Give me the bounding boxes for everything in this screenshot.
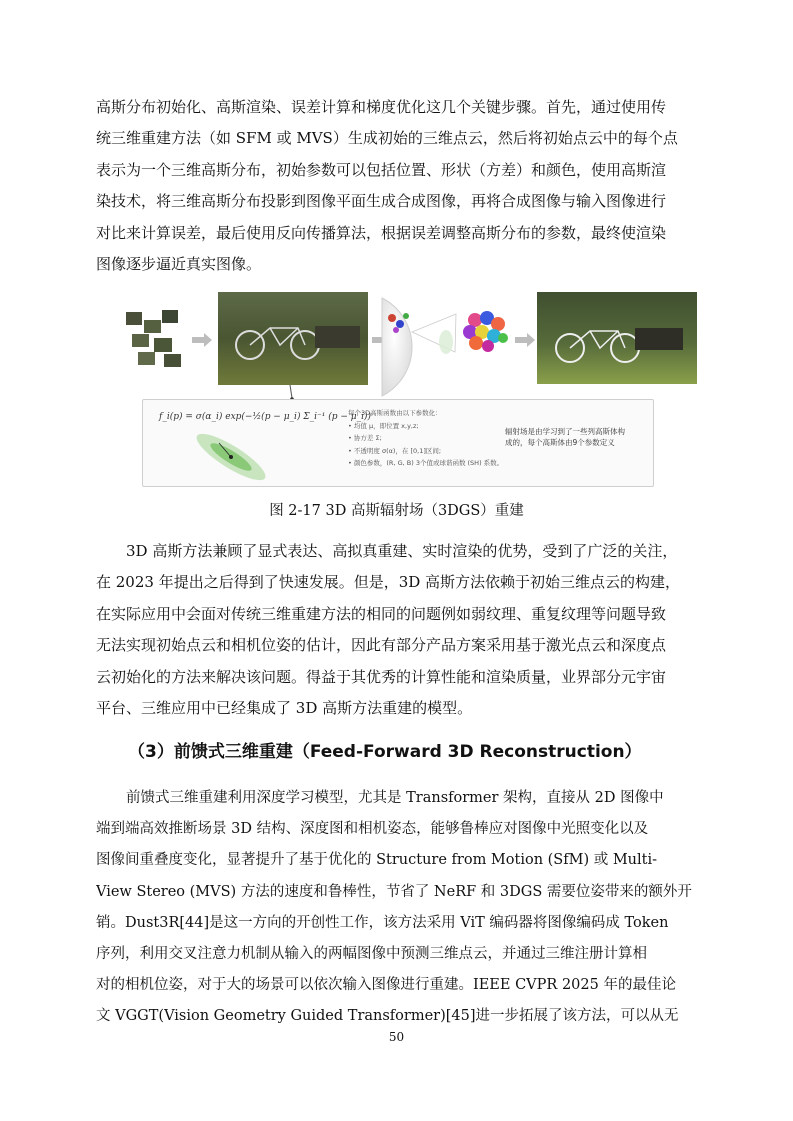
arrow-right-icon xyxy=(515,333,535,347)
parameter-list-item: • 协方差 Σ; xyxy=(348,434,382,442)
parameter-list-item: 每个3D高斯函数由以下参数化： xyxy=(348,409,442,417)
text-line: 端到端高效推断场景 3D 结构、深度图和相机姿态，能够鲁棒应对图像中光照变化以及 xyxy=(96,821,649,838)
gaussian-parameter-panel xyxy=(142,399,654,487)
text-line: 前馈式三维重建利用深度学习模型，尤其是 Transformer 架构，直接从 2D 图像中 xyxy=(126,790,664,806)
text-line: 云初始化的方法来解决该问题。得益于其优秀的计算性能和渲染质量，业界部分元宇宙 xyxy=(96,667,667,686)
note-line: 成的，每个高斯体由9个参数定义 xyxy=(505,438,615,447)
parameter-list-item: • 颜色参数，(R, G, B) 3个值或球谐函数 (SH) 系数。 xyxy=(348,459,504,467)
parameter-list-item: • 不透明度 σ(α)，在 [0,1]区间; xyxy=(348,446,442,455)
page-number: 50 xyxy=(388,1030,405,1044)
input-images-thumbnails xyxy=(126,310,181,367)
paragraph-feed-forward xyxy=(96,783,698,1033)
text-line: 高斯分布初始化、高斯渲染、误差计算和梯度优化这几个关键步骤。首先，通过使用传 xyxy=(96,98,667,116)
figure-caption: 图 2-17 3D 高斯辐射场（3DGS）重建 xyxy=(269,503,524,519)
text-line: 3D 高斯方法兼顾了显式表达、高拟真重建、实时渲染的优势，受到了广泛的关注， xyxy=(126,542,678,560)
parameter-list xyxy=(348,407,503,470)
figure-pipeline-illustration xyxy=(120,290,702,400)
gaussian-projection-sphere xyxy=(382,298,456,396)
point-cloud-render xyxy=(218,292,368,385)
note-line: 辐射场是由学习到了一些列高斯体构 xyxy=(505,427,625,436)
text-line: 销。Dust3R[44]是这一方向的开创性工作，该方法采用 ViT 编码器将图像编码成 Token xyxy=(96,914,669,931)
text-line: 对比来计算误差，最后使用反向传播算法，根据误差调整高斯分布的参数，最终使渲染 xyxy=(96,223,667,242)
figure-3dgs xyxy=(120,290,702,485)
text-line: 无法实现初始点云和相机位姿的估计，因此有部分产品方案采用基于激光点云和深度点 xyxy=(96,636,667,655)
pointer-line xyxy=(290,385,292,398)
gaussian-ellipse-illustration xyxy=(183,430,273,482)
radiance-field-note xyxy=(505,426,625,448)
text-line: 图像间重叠度变化，显著提升了基于优化的 Structure from Motion (SfM) 或 Multi- xyxy=(96,852,658,869)
text-line: 文 VGGT(Vision Geometry Guided Transformer)[45]进一步拓展了该方法，可以从无 xyxy=(96,1008,679,1025)
text-line: 图像逐步逼近真实图像。 xyxy=(96,255,262,274)
text-line: 统三维重建方法（如 SFM 或 MVS）生成初始的三维点云，然后将初始点云中的每个点 xyxy=(96,129,678,148)
text-line: 在 2023 年提出之后得到了快速发展。但是，3D 高斯方法依赖于初始三维点云的构建， xyxy=(96,573,681,592)
section-heading: （3）前馈式三维重建（Feed-Forward 3D Reconstruction） xyxy=(128,742,642,762)
text-line: 染技术，将三维高斯分布投影到图像平面生成合成图像，再将合成图像与输入图像进行 xyxy=(96,192,667,211)
arrow-right-icon xyxy=(192,333,212,347)
paragraph-3dgs-advantages xyxy=(96,536,698,724)
text-line: View Stereo (MVS) 方法的速度和鲁棒性，节省了 NeRF 和 3DGS 需要位姿带来的额外开 xyxy=(96,883,692,900)
text-line: 对的相机位姿，对于大的场景可以依次输入图像进行重建。IEEE CVPR 2025 年的最佳论 xyxy=(96,977,676,994)
paragraph-gaussian-steps xyxy=(96,92,698,280)
final-render xyxy=(537,292,697,384)
text-line: 平台、三维应用中已经集成了 3D 高斯方法重建的模型。 xyxy=(96,699,473,718)
colored-gaussians-cluster xyxy=(463,311,508,352)
parameter-list-item: • 均值 μ，即位置 x,y,z; xyxy=(348,421,419,430)
text-line: 在实际应用中会面对传统三维重建方法的相同的问题例如弱纹理、重复纹理等问题导致 xyxy=(96,604,667,623)
text-line: 表示为一个三维高斯分布，初始参数可以包括位置、形状（方差）和颜色，使用高斯渲 xyxy=(96,160,667,179)
text-line: 序列，利用交叉注意力机制从输入的两幅图像中预测三维点云，并通过三维注册计算相 xyxy=(96,946,647,963)
gaussian-formula: f_i(p) = σ(α_i) exp(−½(p − μ_i) Σ_i⁻¹ (p − μ_i)) xyxy=(159,412,372,422)
